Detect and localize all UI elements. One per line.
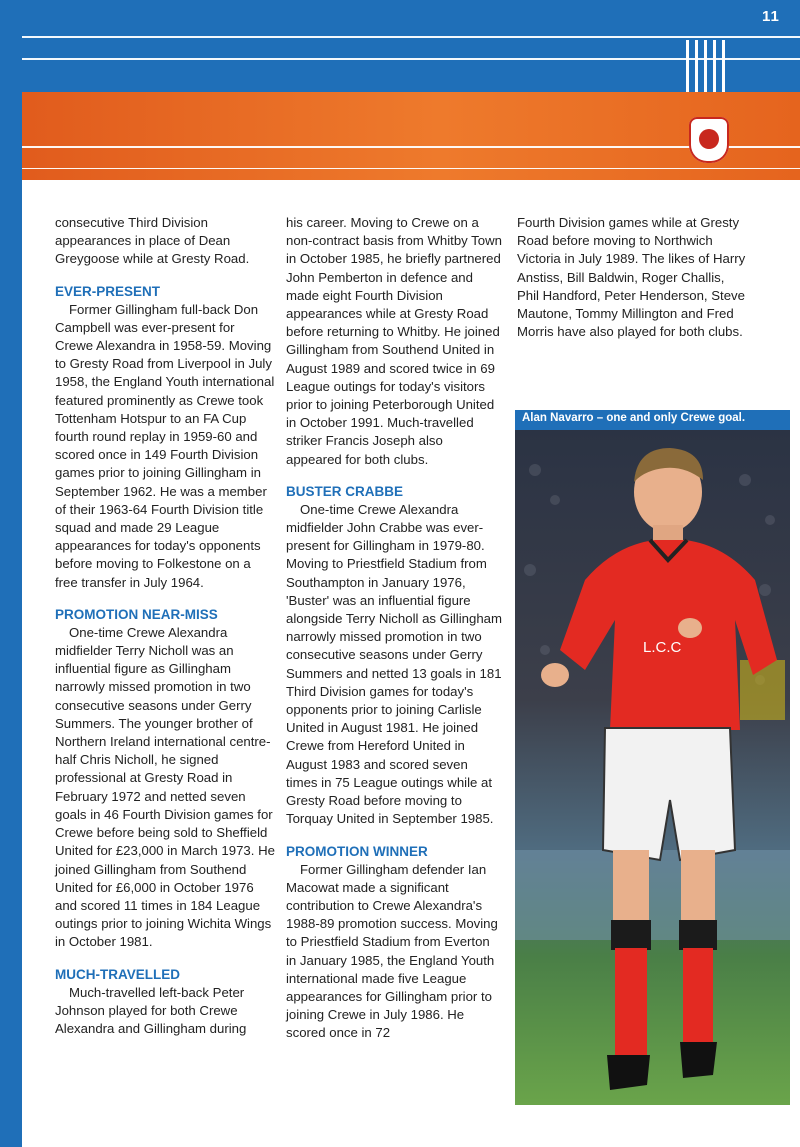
paragraph: Former Gillingham full-back Don Campbell was ever-present for Crewe Alexandra in 1958-59. Moving to Gresty Road from Liverpool in July 1958, the England Youth international featured prominently as Crewe took Tottenham Hotspur to an FA Cup fourth round replay in 1959-60 and scored once in 149 Fourth Division games prior to joining Gillingham in September 1962. He was a member of their 1963-64 Fourth Division title squad and made 29 League appearances for today's opponents before moving to Folkestone on a free transfer in July 1964. bbox=[55, 301, 275, 590]
section-heading: BUSTER CRABBE bbox=[286, 483, 404, 499]
paragraph: Fourth Division games while at Gresty Road before moving to Northwich Victoria in July 1989. The likes of Harry Anstiss, Bill Baldwin, Roger Challis, Phil Handford, Peter Henderson, Steve Mautone, Tommy Millington and Fred Morris have also played for both clubs. bbox=[517, 215, 746, 340]
section-heading: PROMOTION NEAR-MISS bbox=[55, 606, 218, 622]
paragraph: One-time Crewe Alexandra midfielder Terry Nicholl was an influential figure as Gillingham narrowly missed promotion in two consecutive seasons under Gerry Summers. The younger brother of Northern Ireland international centre-half Chris Nicholl, he signed professional at Gresty Road in February 1972 and netted seven goals in 46 Fourth Division games for Crewe before being sold to Sheffield United for £23,000 in March 1973. He joined Gillingham from Southend United for £6,000 in October 1976 and scored 11 times in 184 League outings prior to joining Wichita Wings in October 1981. bbox=[55, 624, 275, 950]
paragraph: Much-travelled left-back Peter Johnson played for both Crewe Alexandra and Gillingham during bbox=[55, 984, 247, 1036]
header-band-blue bbox=[0, 0, 800, 92]
article-column-2 bbox=[286, 214, 502, 1043]
player-illustration bbox=[515, 430, 790, 1105]
header-rule bbox=[0, 168, 800, 169]
photo-caption-bar bbox=[515, 410, 790, 430]
photo-caption: Alan Navarro – one and only Crewe goal. bbox=[522, 412, 746, 424]
paragraph: consecutive Third Division appearances in place of Dean Greygoose while at Gresty Road. bbox=[55, 215, 250, 267]
page-number: 11 bbox=[762, 8, 780, 25]
section-heading: PROMOTION WINNER bbox=[286, 843, 428, 859]
paragraph: Former Gillingham defender Ian Macowat made a significant contribution to Crewe Alexandra's 1988-89 promotion success. Moving to Priestfield Stadium from Everton in January 1985, the England Youth international made five League appearances for Gillingham prior to joining Crewe in July 1986. He scored once in 72 bbox=[286, 861, 498, 1041]
paragraph: his career. Moving to Crewe on a non-contract basis from Whitby Town in October 1985, he briefly partnered John Pemberton in defence and made eight Fourth Division appearances while at Gresty Road before returning to Whitby. He joined Gillingham from Southend United in August 1989 and scored twice in 69 League outings for today's visitors prior to joining Peterborough United in October 1991. Much-travelled striker Francis Joseph also appeared for both clubs. bbox=[286, 215, 502, 467]
header-rule bbox=[0, 146, 800, 148]
header-rule bbox=[0, 58, 800, 60]
article-column-3 bbox=[517, 214, 747, 341]
shirt-sponsor: L.C.C bbox=[643, 639, 682, 656]
left-margin-bar bbox=[0, 0, 22, 1147]
section-heading: MUCH-TRAVELLED bbox=[55, 966, 180, 982]
header-band-orange bbox=[0, 92, 800, 180]
section-heading: EVER-PRESENT bbox=[55, 283, 161, 299]
club-crest-icon bbox=[689, 117, 729, 163]
header-stripes bbox=[686, 40, 730, 92]
article-column-1 bbox=[55, 214, 275, 1038]
paragraph: One-time Crewe Alexandra midfielder John Crabbe was ever-present for Gillingham in 1979-80. Moving to Priestfield Stadium from Southampton in January 1976, 'Buster' was an influential figure alongside Terry Nicholl as Gillingham narrowly missed promotion in two consecutive seasons under Gerry Summers and netted 13 goals in 181 Third Division games for today's opponents prior to joining Carlisle United in August 1981. He joined Crewe from Hereford United in August 1983 and scored seven times in 75 League outings while at Gresty Road before moving to Torquay United in September 1985. bbox=[286, 501, 502, 827]
player-photo bbox=[515, 430, 790, 1105]
header-rule bbox=[0, 36, 800, 38]
